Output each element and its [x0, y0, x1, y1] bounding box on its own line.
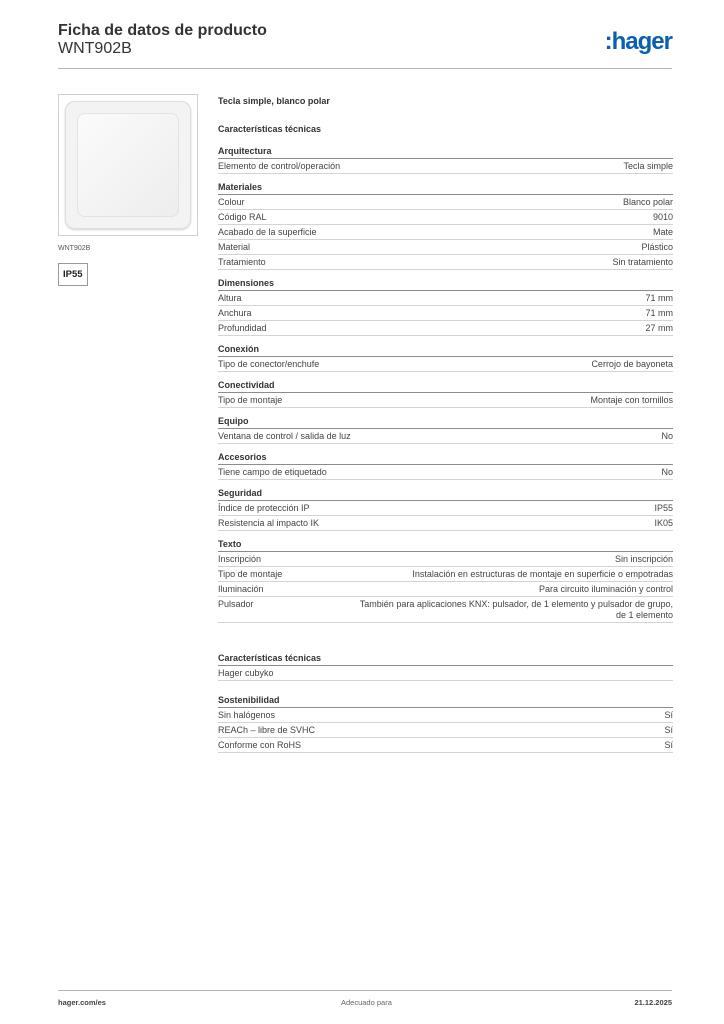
page-header: [58, 22, 672, 58]
spec-groups: [218, 146, 673, 623]
spec-value: Tecla simple: [623, 161, 673, 171]
spec-value: Blanco polar: [622, 197, 673, 207]
group-title: Arquitectura: [218, 146, 673, 159]
spec-row: [218, 195, 673, 210]
spec-row: [218, 429, 673, 444]
spec-row: [218, 708, 673, 723]
spec-row: [218, 291, 673, 306]
spec-label: Tratamiento: [218, 257, 266, 267]
group-title: Conectividad: [218, 380, 673, 393]
spec-row: [218, 597, 673, 623]
product-details: [218, 96, 673, 761]
group-title: Dimensiones: [218, 278, 673, 291]
spec-value: Sí: [664, 725, 673, 735]
spec-group: [218, 488, 673, 531]
spec-row: [218, 255, 673, 270]
spec-label: Ventana de control / salida de luz: [218, 431, 351, 441]
spec-value: 27 mm: [645, 323, 673, 333]
product-sidebar: [58, 94, 203, 286]
spec-label: Colour: [218, 197, 245, 207]
spec-label: Material: [218, 242, 251, 252]
spec-label: Altura: [218, 293, 242, 303]
spec-group: [218, 344, 673, 372]
spec-value: También para aplicaciones KNX: pulsador, de 1 elemento y pulsador de grupo, de 1 elemento: [359, 599, 673, 620]
spec-row: [218, 240, 673, 255]
spec-row: [218, 723, 673, 738]
spec-value: Montaje con tornillos: [590, 395, 673, 405]
spec-label: Acabado de la superficie: [218, 227, 317, 237]
document-title: Ficha de datos de producto: [58, 22, 267, 39]
spec-row: [218, 738, 673, 753]
spec-item: Hager cubyko: [218, 666, 673, 681]
spec-row: [218, 306, 673, 321]
spec-label: Inscripción: [218, 554, 262, 564]
spec-group: [218, 539, 673, 623]
spec-group: [218, 278, 673, 336]
spec-value: Sí: [664, 710, 673, 720]
spec-group: [218, 416, 673, 444]
spec-value: IP55: [654, 503, 673, 513]
group-title: Accesorios: [218, 452, 673, 465]
spec-label: Tipo de montaje: [218, 569, 283, 579]
spec-label: Sin halógenos: [218, 710, 276, 720]
spec-value: Plástico: [641, 242, 673, 252]
group-title: Equipo: [218, 416, 673, 429]
spec-group: [218, 653, 673, 681]
spec-row: [218, 225, 673, 240]
group-title: Materiales: [218, 182, 673, 195]
spec-value: 71 mm: [645, 293, 673, 303]
spec-label: Iluminación: [218, 584, 264, 594]
spec-label: Tiene campo de etiquetado: [218, 467, 327, 477]
header-divider: [58, 68, 672, 69]
spec-group: [218, 380, 673, 408]
spec-label: Tipo de conector/enchufe: [218, 359, 320, 369]
footer-divider: [58, 990, 672, 991]
spec-label: Anchura: [218, 308, 252, 318]
spec-label: Código RAL: [218, 212, 267, 222]
spec-label: Resistencia al impacto IK: [218, 518, 320, 528]
spec-label: Tipo de montaje: [218, 395, 283, 405]
technical-characteristics-title-2: Características técnicas: [218, 653, 673, 666]
product-code: WNT902B: [58, 40, 132, 57]
spec-row: [218, 552, 673, 567]
spec-group: [218, 452, 673, 480]
spec-value: No: [661, 431, 673, 441]
spec-value: No: [661, 467, 673, 477]
spec-label: Pulsador: [218, 599, 254, 609]
spec-value: Sí: [664, 740, 673, 750]
spec-row: [218, 582, 673, 597]
spec-label: Profundidad: [218, 323, 267, 333]
technical-characteristics-title: Características técnicas: [218, 124, 322, 134]
product-image: [58, 94, 198, 236]
spec-value: Cerrojo de bayoneta: [591, 359, 673, 369]
spec-row: [218, 357, 673, 372]
spec-row: [218, 321, 673, 336]
spec-label: Elemento de control/operación: [218, 161, 341, 171]
spec-row: [218, 159, 673, 174]
spec-value: Para circuito iluminación y control: [538, 584, 673, 594]
group-title: Texto: [218, 539, 673, 552]
spec-row: [218, 210, 673, 225]
spec-row: [218, 501, 673, 516]
website-link[interactable]: hager.com/es: [58, 998, 106, 1007]
spec-row: [218, 567, 673, 582]
spec-row: [218, 516, 673, 531]
switch-key-image: [77, 113, 179, 217]
sustainability-group: [218, 695, 673, 753]
hager-logo: :hager: [604, 28, 672, 55]
spec-label: REACh – libre de SVHC: [218, 725, 316, 735]
image-caption: WNT902B: [58, 245, 91, 252]
spec-value: IK05: [654, 518, 673, 528]
spec-label: Índice de protección IP: [218, 503, 310, 513]
ip-rating-badge: IP55: [58, 263, 88, 286]
spec-label: Conforme con RoHS: [218, 740, 302, 750]
spec-value: 71 mm: [645, 308, 673, 318]
spec-value: Instalación en estructuras de montaje en superficie o empotradas: [412, 569, 673, 579]
spec-value: Sin tratamiento: [612, 257, 673, 267]
spec-group: [218, 182, 673, 270]
group-title: Sostenibilidad: [218, 695, 673, 708]
group-title: Conexión: [218, 344, 673, 357]
footer-note: Adecuado para: [341, 998, 392, 1007]
spec-value: Mate: [652, 227, 673, 237]
spec-group: [218, 146, 673, 174]
group-title: Seguridad: [218, 488, 673, 501]
spec-value: Sin inscripción: [614, 554, 673, 564]
spec-row: [218, 393, 673, 408]
product-name: Tecla simple, blanco polar: [218, 96, 330, 106]
spec-row: [218, 465, 673, 480]
document-date: 21.12.2025: [634, 998, 672, 1007]
spec-value: 9010: [652, 212, 673, 222]
